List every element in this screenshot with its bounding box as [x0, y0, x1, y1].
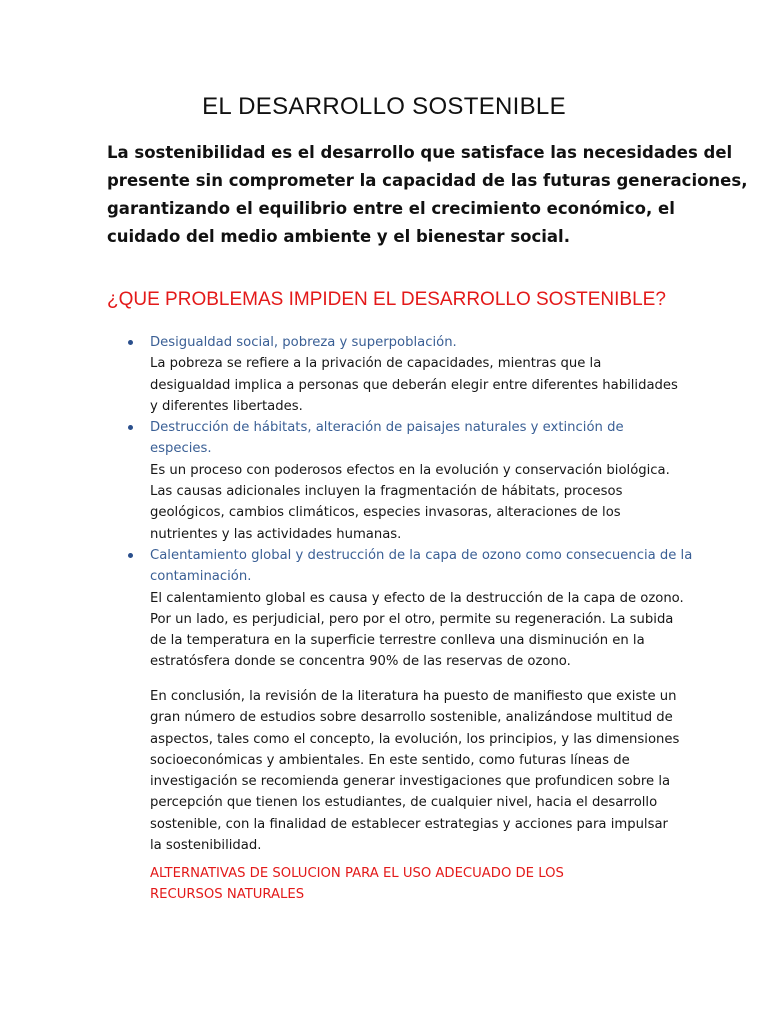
- conclusion-line: sostenible, con la finalidad de establecer estrategias y acciones para impulsar: [150, 816, 668, 832]
- intro-line: garantizando el equilibrio entre el crecimiento económico, el: [107, 199, 675, 218]
- bullet-icon: [128, 553, 133, 558]
- document-title: EL DESARROLLO SOSTENIBLE: [202, 93, 566, 120]
- body-line: estratósfera donde se concentra 90% de las reservas de ozono.: [150, 654, 571, 670]
- list-item-body: [150, 588, 688, 673]
- list-item-body: [150, 460, 688, 545]
- heading-line: contaminación.: [150, 569, 252, 585]
- bullet-icon: [128, 340, 133, 345]
- conclusion-line: gran número de estudios sobre desarrollo sostenible, analizándose multitud de: [150, 710, 673, 726]
- body-line: nutrientes y las actividades humanas.: [150, 526, 402, 542]
- conclusion-line: percepción que tienen los estudiantes, de cualquier nivel, hacia el desarrollo: [150, 795, 658, 811]
- alternatives-heading: [150, 863, 690, 906]
- list-item-heading: [150, 417, 688, 460]
- conclusion-line: la sostenibilidad.: [150, 838, 262, 854]
- conclusion-line: aspectos, tales como el concepto, la evolución, los principios, y las dimensiones: [150, 731, 680, 747]
- body-line: Por un lado, es perjudicial, pero por el otro, permite su regeneración. La subida: [150, 611, 674, 627]
- list-item-body: [150, 353, 688, 417]
- conclusion-line: En conclusión, la revisión de la literatura ha puesto de manifiesto que existe un: [150, 689, 677, 704]
- intro-line: La sostenibilidad es el desarrollo que satisface las necesidades del: [107, 143, 733, 162]
- list-item-heading: [150, 332, 688, 353]
- body-line: y diferentes libertades.: [150, 398, 303, 414]
- body-line: de la temperatura en la superficie terrestre conlleva una disminución en la: [150, 633, 645, 649]
- alternatives-line: ALTERNATIVAS DE SOLUCION PARA EL USO ADECUADO DE LOS: [150, 866, 564, 881]
- heading-line: Destrucción de hábitats, alteración de paisajes naturales y extinción de: [150, 420, 624, 436]
- list-item: [128, 417, 688, 545]
- conclusion-line: socioeconómicas y ambientales. En este sentido, como futuras líneas de: [150, 752, 630, 768]
- list-item-heading: [150, 545, 693, 588]
- conclusion-paragraph: [150, 686, 690, 856]
- heading-line: Desigualdad social, pobreza y superpoblación.: [150, 335, 457, 350]
- intro-line: cuidado del medio ambiente y el bienestar social.: [107, 227, 570, 246]
- intro-line: presente sin comprometer la capacidad de las futuras generaciones,: [107, 171, 748, 190]
- alternatives-line: RECURSOS NATURALES: [150, 887, 305, 903]
- body-line: geológicos, cambios climáticos, especies invasoras, alteraciones de los: [150, 505, 621, 521]
- list-item: [128, 332, 688, 417]
- problems-list: [128, 332, 693, 673]
- body-line: Las causas adicionales incluyen la fragmentación de hábitats, procesos: [150, 484, 623, 500]
- section-question-heading: ¿QUE PROBLEMAS IMPIDEN EL DESARROLLO SOSTENIBLE?: [107, 289, 666, 310]
- conclusion-line: investigación se recomienda generar investigaciones que profundicen sobre la: [150, 774, 671, 790]
- body-line: Es un proceso con poderosos efectos en la evolución y conservación biológica.: [150, 462, 670, 478]
- body-line: desigualdad implica a personas que deberán elegir entre diferentes habilidades: [150, 377, 678, 393]
- heading-line: Calentamiento global y destrucción de la capa de ozono como consecuencia de la: [150, 547, 693, 563]
- heading-line: especies.: [150, 441, 212, 457]
- intro-paragraph: [107, 139, 748, 251]
- list-item: [128, 545, 693, 673]
- body-line: La pobreza se refiere a la privación de capacidades, mientras que la: [150, 356, 602, 372]
- body-line: El calentamiento global es causa y efecto de la destrucción de la capa de ozono.: [150, 590, 684, 606]
